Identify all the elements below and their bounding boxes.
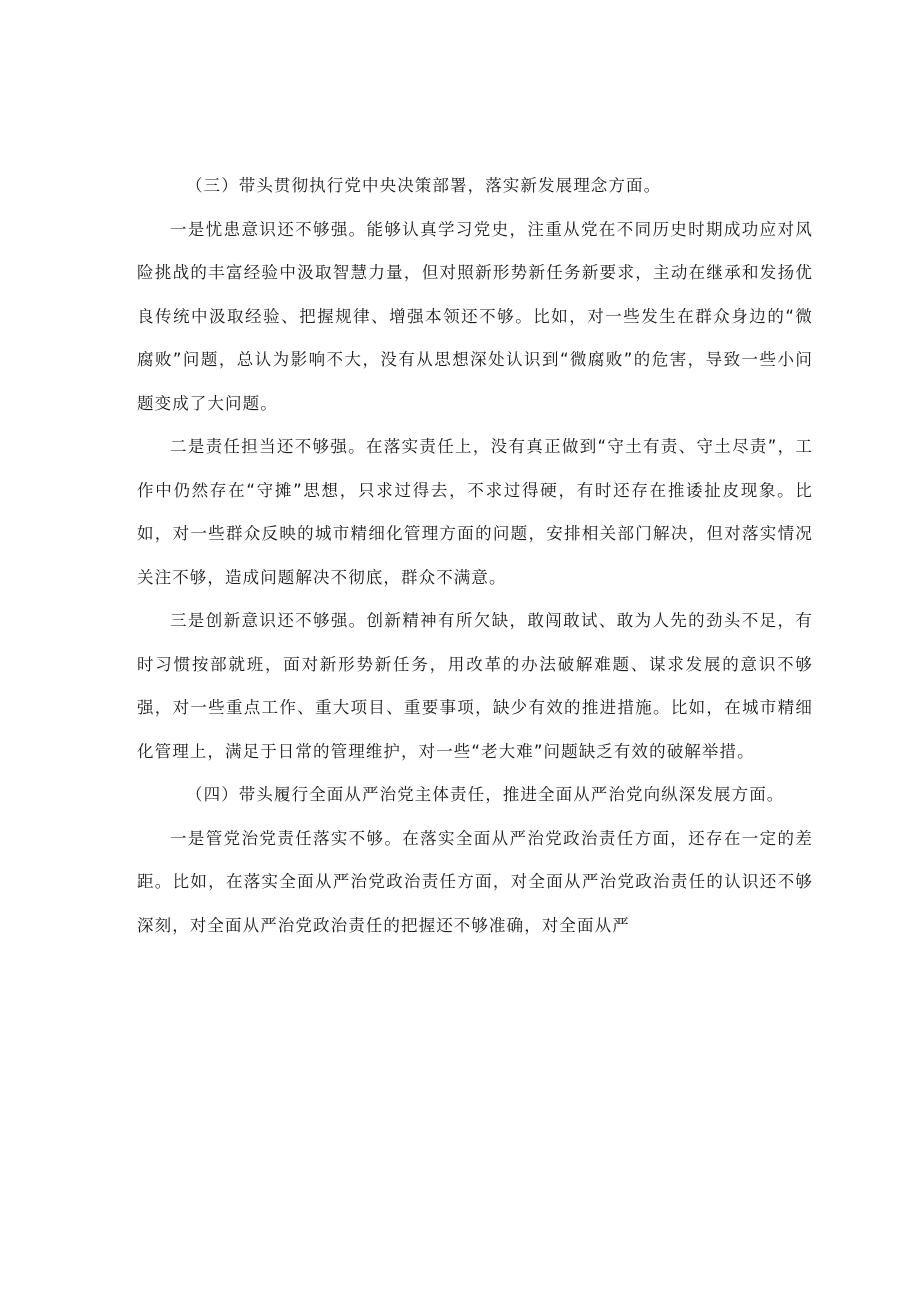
section-heading-3: （三）带头贯彻执行党中央决策部署，落实新发展理念方面。 <box>186 176 662 195</box>
paragraph-responsibility: 二是责任担当还不够强。在落实责任上，没有真正做到“守土有责、守土尽责”，工作中仍然存在“守摊”思想，只求过得去，不求过得硬，有时还存在推诿扯皮现象。比如，对一些群众反映的城市精细化管理方面的问题，安排相关部门解决，但对落实情况关注不够，造成问题解决不彻底，群众不满意。 <box>137 437 813 587</box>
document-body <box>137 164 813 947</box>
paragraph-party-governance: 一是管党治党责任落实不够。在落实全面从严治党政治责任方面，还存在一定的差距。比如，在落实全面从严治党政治责任方面，对全面从严治党政治责任的认识还不够深刻，对全面从严治党政治责任的把握还不够准确，对全面从严 <box>137 828 813 935</box>
paragraph-innovation: 三是创新意识还不够强。创新精神有所欠缺，敢闯敢试、敢为人先的劲头不足，有时习惯按部就班，面对新形势新任务，用改革的办法破解难题、谋求发展的意识不够强，对一些重点工作、重大项目、重要事项，缺少有效的推进措施。比如，在城市精细化管理上，满足于日常的管理维护，对一些“老大难”问题缺乏有效的破解举措。 <box>137 611 813 761</box>
paragraph-worry-awareness: 一是忧患意识还不够强。能够认真学习党史，注重从党在不同历史时期成功应对风险挑战的丰富经验中汲取智慧力量，但对照新形势新任务新要求，主动在继承和发扬优良传统中汲取经验、把握规律、增强本领还不够。比如，对一些发生在群众身边的“微腐败”问题，总认为影响不大，没有从思想深处认识到“微腐败”的危害，导致一些小问题变成了大问题。 <box>137 219 813 413</box>
section-heading-4: （四）带头履行全面从严治党主体责任，推进全面从严治党向纵深发展方面。 <box>186 785 785 804</box>
